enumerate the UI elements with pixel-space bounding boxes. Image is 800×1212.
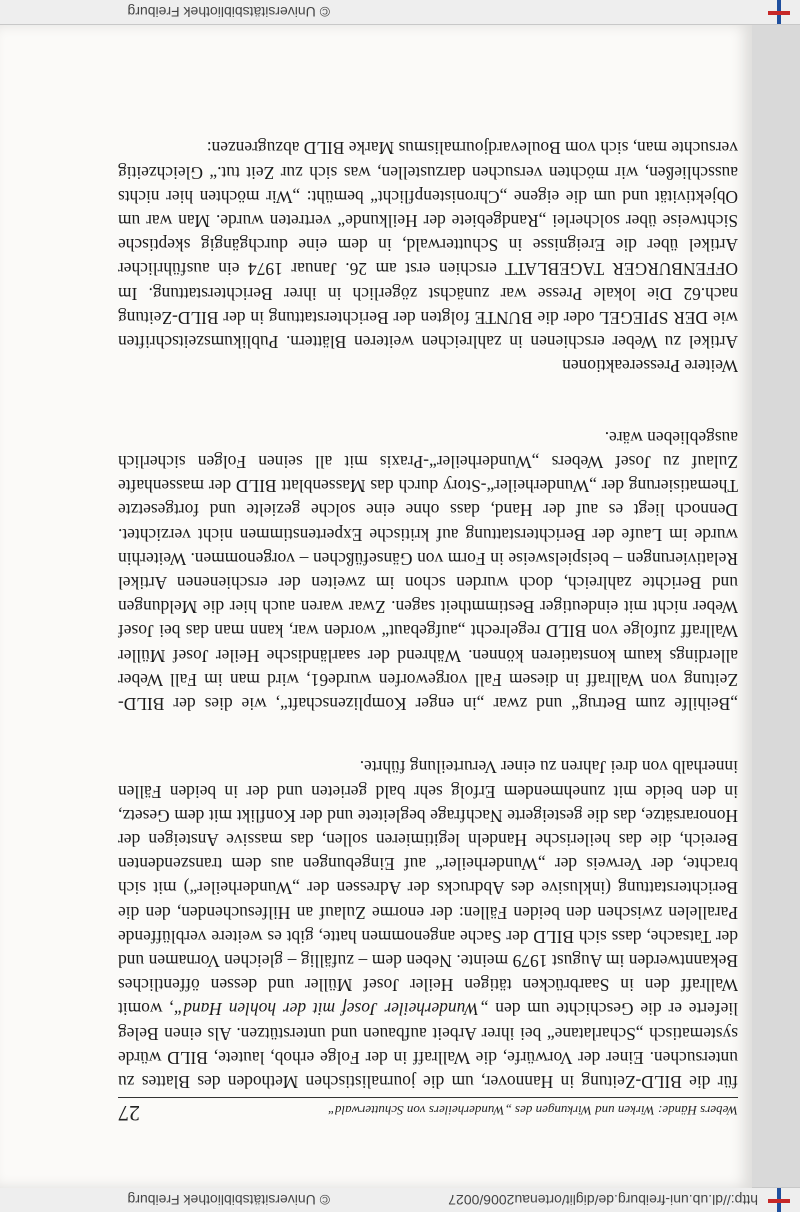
- bottom-info-bar: [0, 0, 800, 25]
- page-header: [118, 1097, 738, 1126]
- body-paragraph-2: „Beihilfe zum Betrug“ und zwar „in enger Komplizenschaft“, wie dies der BILD-Zeitung von Wallraff in diesem Fall vorgeworfen wurde61, wird man im Fall Weber allerdings kaum konstatieren können. Während der saarländische Heiler Josef Müller Wallraff zufolge von BILD regelrecht „aufgebaut“ worden war, kann man das bei Josef Weber nicht mit eindeutiger Bestimmtheit sagen. Zwar waren auch hier die Meldungen und Berichte zahlreich, doch wurden schon im zweiten der erschienenen Artikel Relativierungen – beispielsweise in Form von Gänsefüßchen – vorgenommen. Weiterhin wurde im Laufe der Berichterstattung auf kritische Expertenstimmen nicht verzichtet. Dennoch liegt es auf der Hand, dass ohne eine solche gezielte und fortgesetzte Thematisierung der „Wunderheiler“-Story durch das Massenblatt BILD der massenhafte Zulauf zu Josef Webers „Wunderheiler“-Praxis mit all seinen Folgen sicherlich ausgeblieben wäre.: [118, 427, 738, 714]
- source-url-link[interactable]: http://dl.ub.uni-freiburg.de/diglit/ortenau2006/0027: [448, 1192, 758, 1208]
- top-info-bar: [0, 1187, 800, 1212]
- running-title: Webers Hände: Wirken und Wirkungen des „Wunderheilers von Schutterwald“: [327, 1103, 738, 1118]
- university-logo-icon: [766, 0, 792, 24]
- para1-italic-quote: „Wunderheiler Josef mit der hohlen Hand“: [173, 999, 489, 1020]
- para1-text-end: , womit Wallraff den in Saarbrücken tätigen Heiler Josef Müller und dessen öffentliches Bekanntwerden im August 1979 meinte. Neben dem – zufällig – gleichen Vornamen und der Tatsache, dass sich BILD der Sache angenommen hatte, gibt es weitere verblüffende Parallelen zwischen den beiden Fällen: der enorme Zulauf an Hilfesuchenden, den die Berichterstattung (inklusive des Abdrucks der Adressen der „Wunderheiler“) mit sich brachte, der Verweis der „Wunderheiler“ auf Eingebungen aus dem transzendenten Bereich, die das heilerische Handeln legitimieren sollen, das massive Ansteigen der Honorarsätze, das die gesteigerte Nachfrage begleitete und der Konflikt mit dem Gesetz, in den beide mit zunehmendem Erfolg sehr bald gerieten und der in beiden Fällen innerhalb von drei Jahren zu einer Verurteilung führte.: [117, 757, 738, 1020]
- university-logo-icon: [766, 1188, 792, 1212]
- copyright-notice: © Universitätsbibliothek Freiburg: [127, 4, 330, 20]
- body-paragraph-1: [118, 755, 738, 1094]
- section-subheading: Weitere Pressereaktionen: [562, 356, 738, 376]
- body-paragraph-3: Artikel zu Weber erschienen in zahlreichen weiteren Blättern. Publikumszeitschriften wie DER SPIEGEL oder die BUNTE folgten der Berichterstattung in der BILD-Zeitung nach.62 Die lokale Presse war zunächst zögerlich in ihrer Berichterstattung. Im OFFENBURGER TAGEBLATT erschien erst am 26. Januar 1974 ein ausführlicher Artikel über die Ereignisse in Schutterwald, in dem eine durchgängig skeptische Sichtweise über solcherlei „Randgebiete der Heilkunde“ vertreten wurde. Man war um Objektivität und um die eigene „Chronistenpflicht“ bemüht: „Wir möchten hier nichts ausschließen, wir möchten versuchen darzustellen, was sich zur Zeit tut.“ Gleichzeitig versuchte man, sich vom Boulevardjournalismus Marke BILD abzugrenzen:: [118, 138, 738, 352]
- page-number: 27: [118, 1101, 140, 1126]
- copyright-notice: © Universitätsbibliothek Freiburg: [127, 1192, 330, 1208]
- para1-text-start: für die BILD-Zeitung in Hannover, um die journalistischen Methoden des Blattes zu untersuchen. Einer der Vorwürfe, die Wallraff in der Folge erhob, lautete, BILD würde systematisch „Scharlatane“ bei ihrer Arbeit aufbauen und unterstützen. Als einen Beleg lieferte er die Geschichte um den: [118, 999, 738, 1092]
